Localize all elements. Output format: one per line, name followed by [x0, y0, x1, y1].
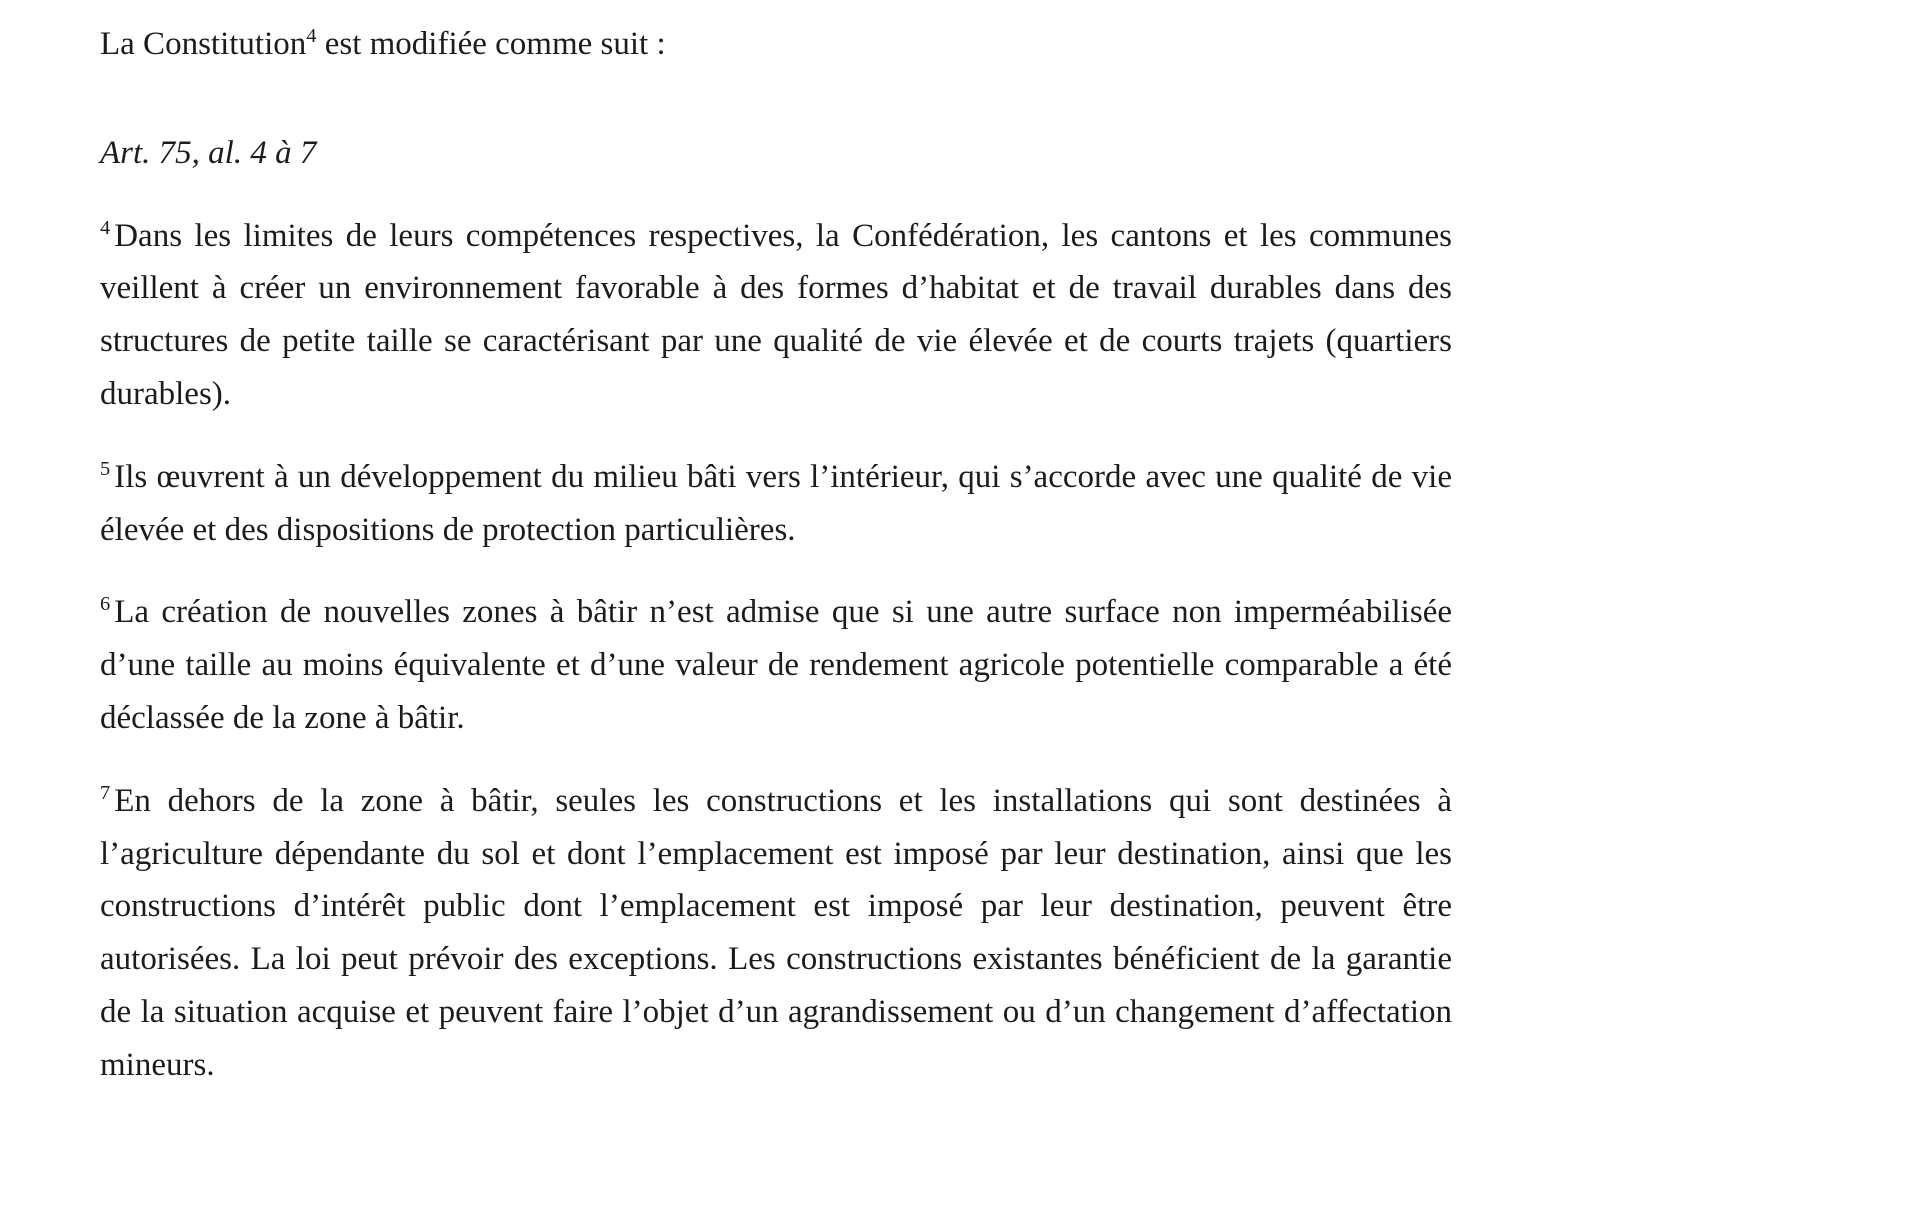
alinea-text: Ils œuvrent à un développement du milieu bâti vers l’intérieur, qui s’accorde avec une qualité de vie élevée et des dispositions de protection particulières.	[100, 458, 1452, 548]
alinea-text: La création de nouvelles zones à bâtir n’est admise que si une autre surface non imperméabilisée d’une taille au moins équivalente et d’une valeur de rendement agricole potentielle comparable a été déclassée de la zone à bâtir.	[100, 594, 1452, 736]
paragraph-alinea-5	[100, 451, 1452, 557]
intro-text-after-footnote: est modifiée comme suit :	[316, 26, 666, 62]
intro-text-before-footnote: La Constitution	[100, 26, 307, 62]
article-heading: Art. 75, al. 4 à 7	[100, 134, 317, 171]
paragraph-alinea-4	[100, 210, 1452, 421]
alinea-number: 5	[100, 457, 111, 480]
paragraph-alinea-6	[100, 586, 1452, 744]
alinea-number: 6	[100, 593, 111, 616]
intro-line	[100, 18, 1452, 71]
alinea-text: Dans les limites de leurs compétences respectives, la Confédération, les cantons et les communes veillent à créer un environnement favorable à des formes d’habitat et de travail durables dans des structures de petite taille se caractérisant par une qualité de vie élevée et de courts trajets (quartiers durables).	[100, 217, 1452, 412]
alinea-number: 7	[100, 781, 111, 804]
alinea-text: En dehors de la zone à bâtir, seules les constructions et les installations qui sont destinées à l’agriculture dépendante du sol et dont l’emplacement est imposé par leur destination, ainsi que les constructions d’intérêt public dont l’emplacement est imposé par leur destination, peuvent être autorisées. La loi peut prévoir des exceptions. Les constructions existantes bénéficient de la garantie de la situation acquise et peuvent faire l’objet d’un agrandissement ou d’un changement d’affectation mineurs.	[100, 782, 1452, 1083]
document-page	[100, 0, 1452, 1092]
alinea-number: 4	[100, 216, 111, 239]
paragraph-alinea-7	[100, 775, 1452, 1092]
footnote-reference: 4	[306, 25, 317, 47]
